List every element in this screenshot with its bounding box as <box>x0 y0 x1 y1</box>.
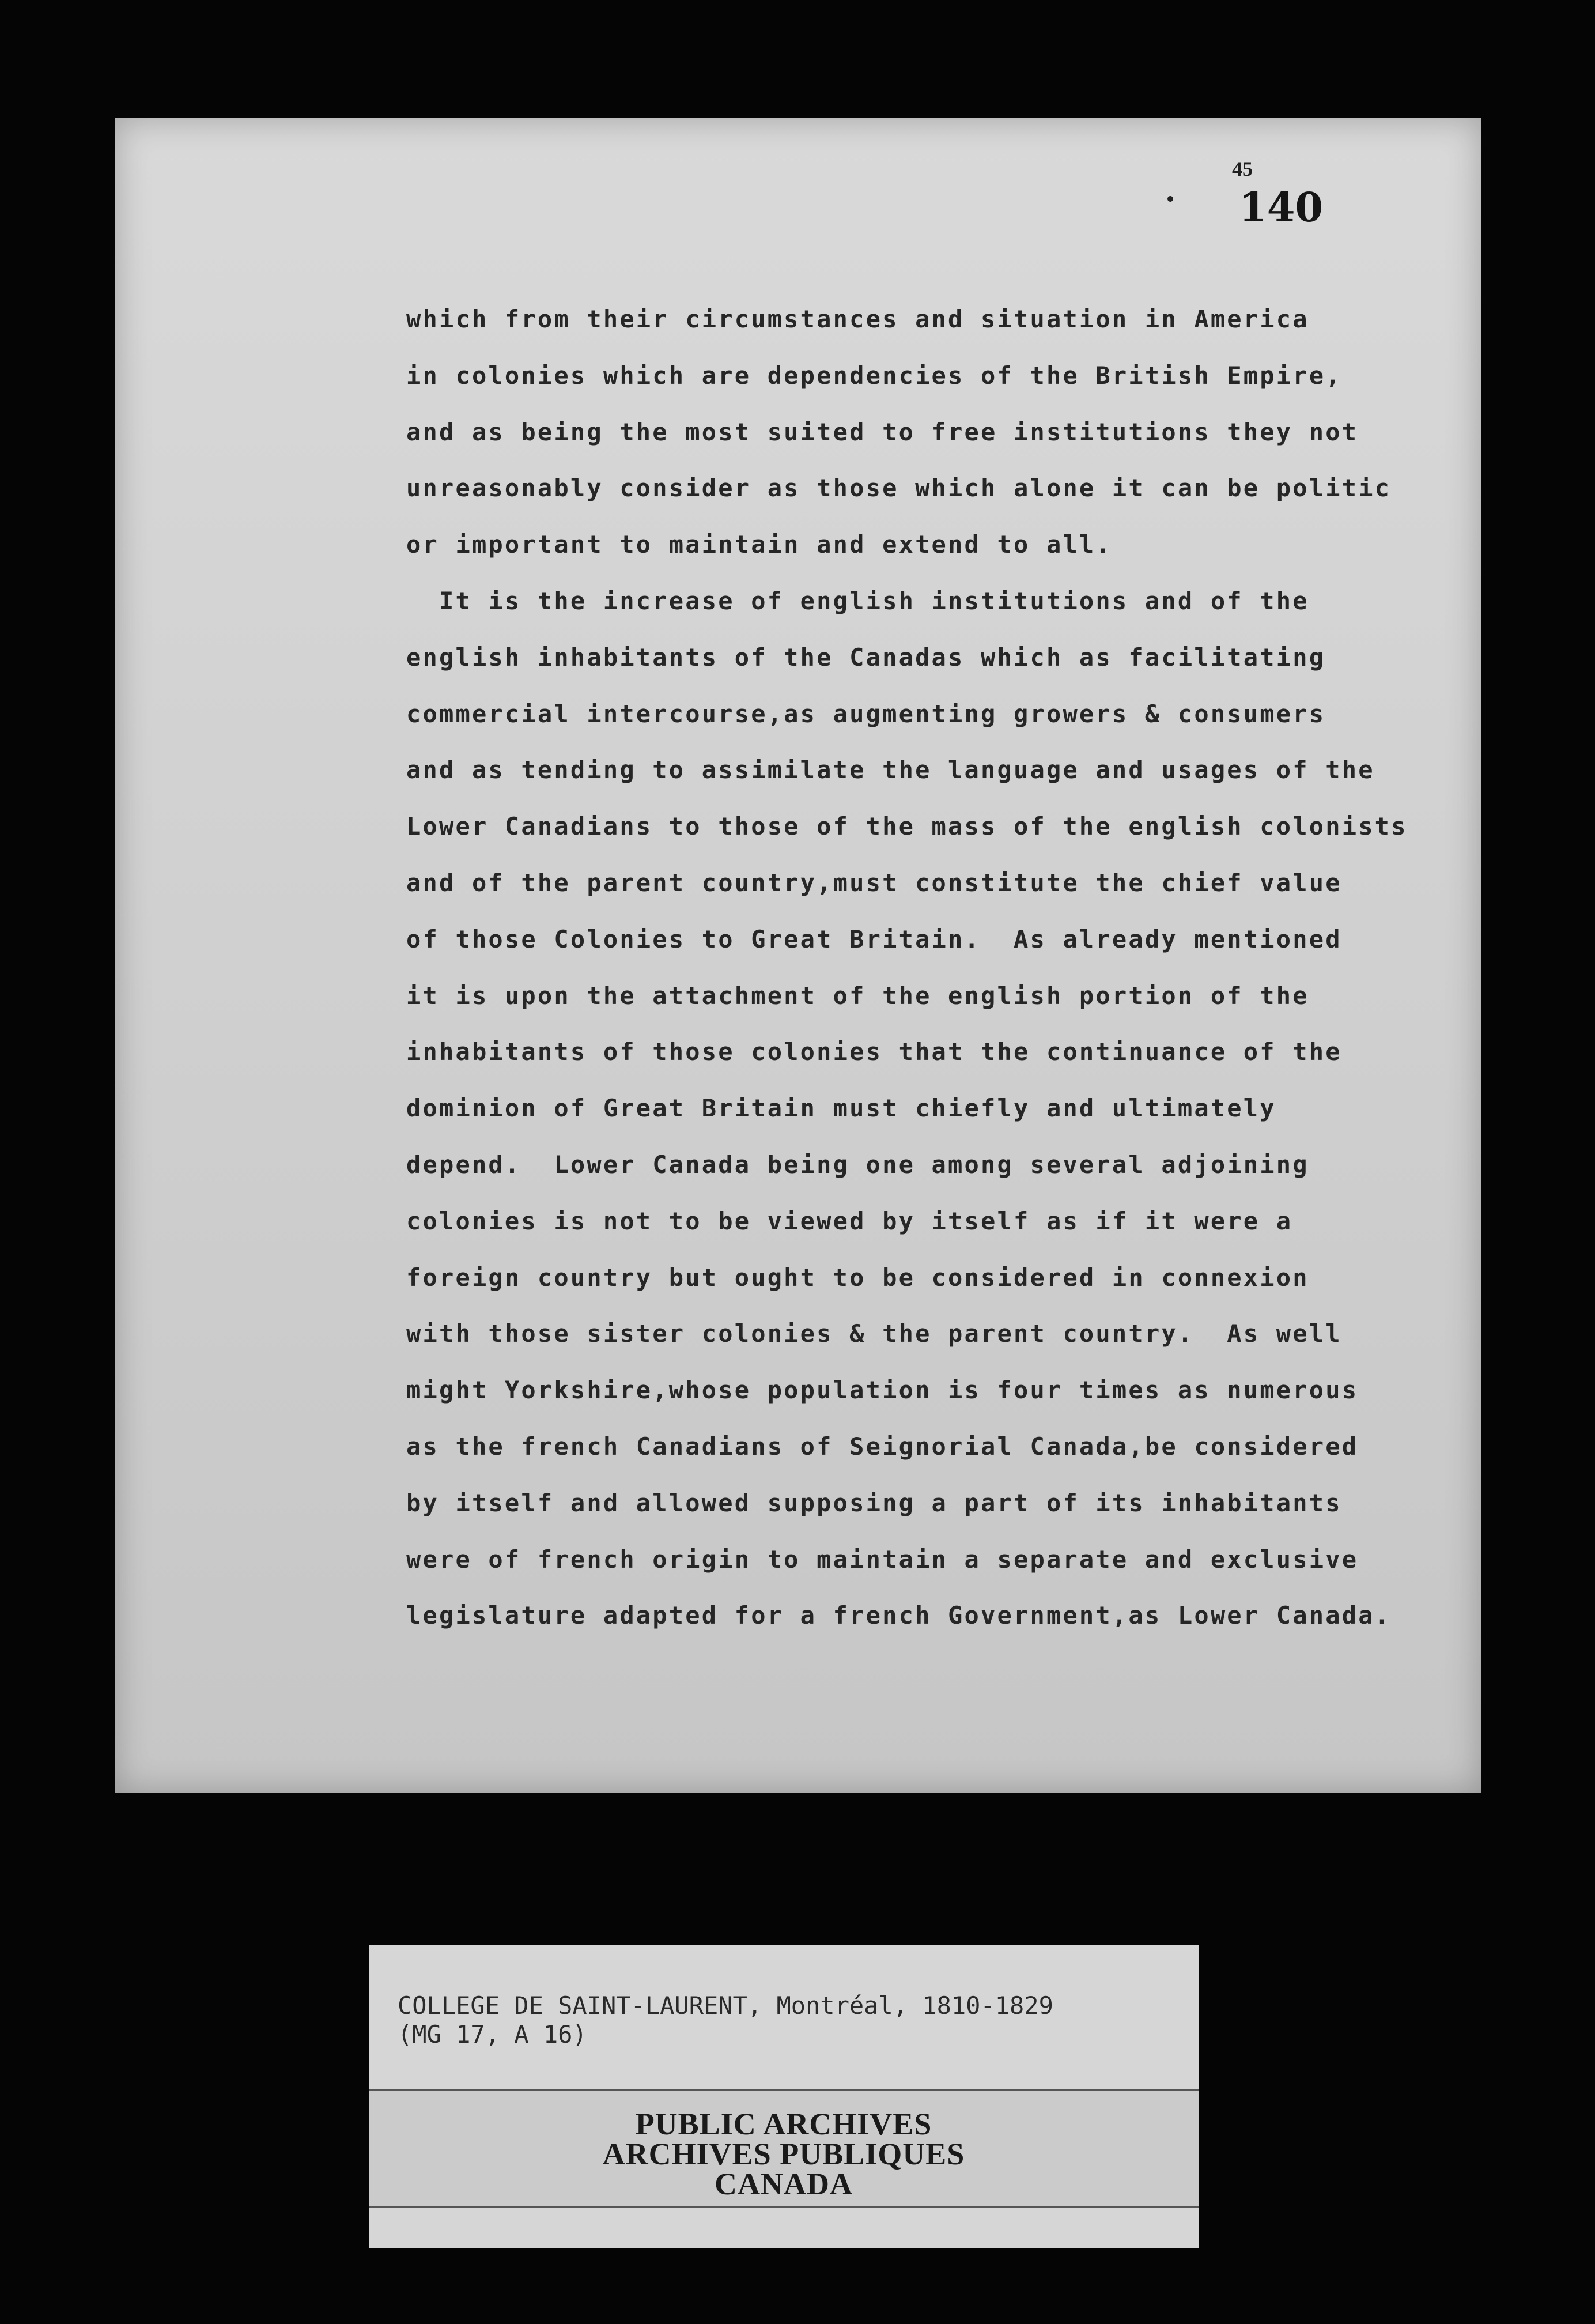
archive-label-card <box>369 1945 1199 2248</box>
text-line: as the french Canadians of Seignorial Canada,be considered <box>406 1432 1359 1461</box>
text-line: commercial intercourse,as augmenting growers & consumers <box>406 699 1326 728</box>
text-line: colonies is not to be viewed by itself as if it were a <box>406 1206 1293 1235</box>
typed-text-block <box>406 291 1461 1644</box>
text-line: or important to maintain and extend to all. <box>406 530 1112 559</box>
page-mark <box>1167 196 1173 202</box>
text-line: unreasonably consider as those which alone it can be politic <box>406 474 1392 503</box>
text-line: by itself and allowed supposing a part of its inhabitants <box>406 1488 1342 1517</box>
text-line: and as being the most suited to free institutions they not <box>406 417 1359 446</box>
collection-reference: (MG 17, A 16) <box>398 2020 587 2048</box>
text-line: it is upon the attachment of the english portion of the <box>406 981 1309 1010</box>
text-line: were of french origin to maintain a separate and exclusive <box>406 1545 1359 1574</box>
text-line: and of the parent country,must constitute the chief value <box>406 868 1342 897</box>
archive-stamp-line: PUBLIC ARCHIVES <box>635 2107 932 2141</box>
text-line: and as tending to assimilate the language and usages of the <box>406 756 1375 784</box>
archive-stamp-line: CANADA <box>715 2167 853 2201</box>
text-line: It is the increase of english institutions and of the <box>406 586 1309 615</box>
archive-stamp-strip <box>369 2089 1199 2208</box>
text-line: dominion of Great Britain must chiefly and ultimately <box>406 1094 1276 1123</box>
text-line: foreign country but ought to be considered in connexion <box>406 1263 1309 1292</box>
text-line: in colonies which are dependencies of the British Empire, <box>406 361 1342 390</box>
text-line: english inhabitants of the Canadas which as facilitating <box>406 643 1326 671</box>
text-line: legislature adapted for a french Government,as Lower Canada. <box>406 1601 1392 1630</box>
text-line: which from their circumstances and situation in America <box>406 305 1309 333</box>
archive-stamp-line: ARCHIVES PUBLIQUES <box>602 2137 965 2171</box>
folio-number: 140 <box>1239 183 1324 231</box>
text-line: with those sister colonies & the parent country. As well <box>406 1319 1342 1348</box>
text-line: Lower Canadians to those of the mass of the english colonists <box>406 812 1408 841</box>
text-line: inhabitants of those colonies that the continuance of the <box>406 1038 1342 1066</box>
text-line: of those Colonies to Great Britain. As already mentioned <box>406 925 1342 953</box>
text-line: depend. Lower Canada being one among several adjoining <box>406 1150 1309 1179</box>
archive-stamp-number: 45 <box>1232 157 1253 180</box>
collection-title: COLLEGE DE SAINT-LAURENT, Montréal, 1810-1829 <box>398 1991 1053 2020</box>
text-line: might Yorkshire,whose population is four times as numerous <box>406 1376 1359 1405</box>
